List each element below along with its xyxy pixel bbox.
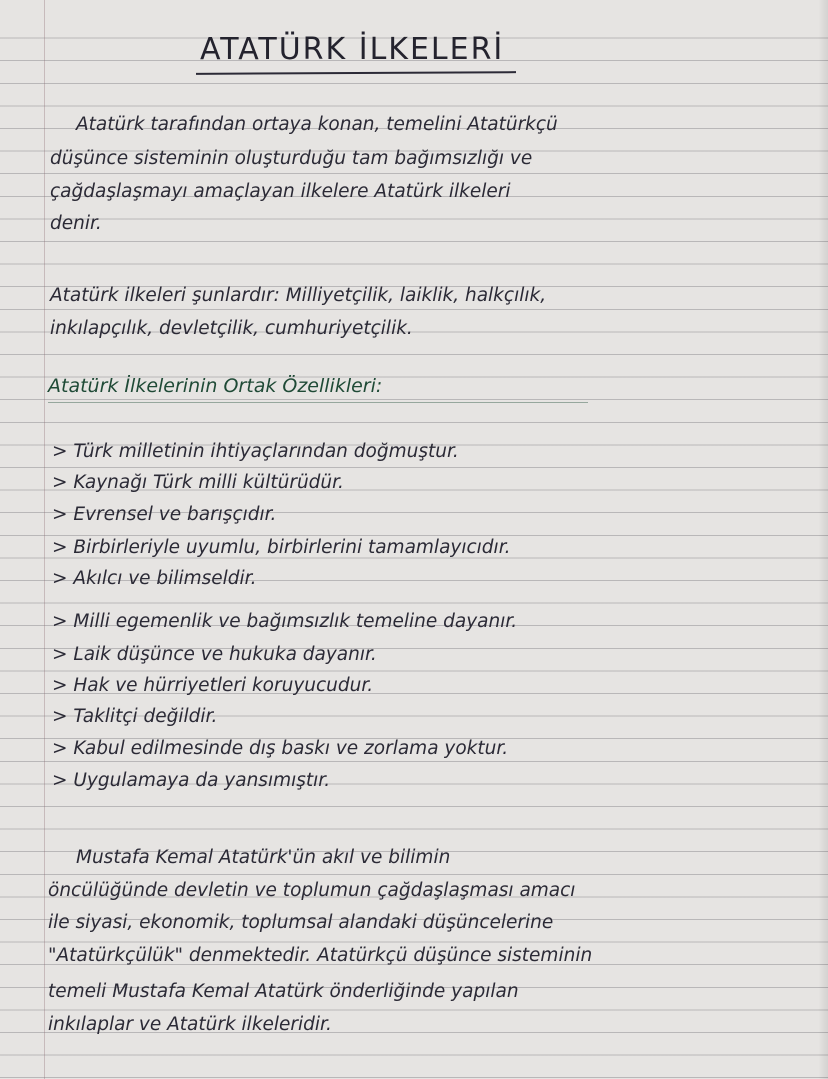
section-heading: Atatürk İlkelerinin Ortak Özellikleri: (48, 375, 383, 397)
paragraph3-line: "Atatürkçülük" denmektedir. Atatürkçü düşünce sisteminin (48, 945, 593, 966)
heading-underline (48, 402, 588, 403)
feature-item: > Akılcı ve bilimseldir. (52, 568, 257, 589)
paragraph3-line: ile siyasi, ekonomik, toplumsal alandaki düşüncelerine (48, 912, 554, 933)
paragraph1-line: çağdaşlaşmayı amaçlayan ilkelere Atatürk ilkeleri (50, 181, 511, 202)
paragraph1-line: denir. (50, 213, 102, 234)
paragraph1-line: düşünce sisteminin oluşturduğu tam bağımsızlığı ve (50, 148, 533, 169)
feature-item: > Birbirleriyle uyumlu, birbirlerini tamamlayıcıdır. (52, 537, 511, 558)
paragraph3-line: öncülüğünde devletin ve toplumun çağdaşlaşması amacı (48, 880, 576, 901)
margin-line (44, 0, 45, 1079)
paragraph2-line: Atatürk ilkeleri şunlardır: Milliyetçilik, laiklik, halkçılık, (50, 285, 547, 306)
title-underline (196, 71, 516, 75)
page-title: ATATÜRK İLKELERİ (200, 32, 505, 67)
feature-item: > Milli egemenlik ve bağımsızlık temeline dayanır. (52, 611, 518, 632)
feature-item: > Kaynağı Türk milli kültürüdür. (52, 472, 344, 493)
paragraph1-line: Atatürk tarafından ortaya konan, temelini Atatürkçü (76, 114, 558, 135)
paragraph3-line: inkılaplar ve Atatürk ilkeleridir. (48, 1014, 332, 1035)
paragraph3-line: Mustafa Kemal Atatürk'ün akıl ve bilimin (76, 847, 451, 868)
feature-item: > Evrensel ve barışçıdır. (52, 504, 277, 525)
feature-item: > Uygulamaya da yansımıştır. (52, 770, 331, 791)
paragraph2-line: inkılapçılık, devletçilik, cumhuriyetçilik. (50, 318, 413, 339)
paragraph3-line: temeli Mustafa Kemal Atatürk önderliğinde yapılan (48, 981, 519, 1002)
feature-item: > Taklitçi değildir. (52, 706, 218, 727)
feature-item: > Kabul edilmesinde dış baskı ve zorlama yoktur. (52, 738, 509, 759)
feature-item: > Türk milletinin ihtiyaçlarından doğmuştur. (52, 441, 459, 462)
feature-item: > Laik düşünce ve hukuka dayanır. (52, 644, 377, 665)
page-edge-shadow (818, 0, 828, 1079)
feature-item: > Hak ve hürriyetleri koruyucudur. (52, 675, 374, 696)
